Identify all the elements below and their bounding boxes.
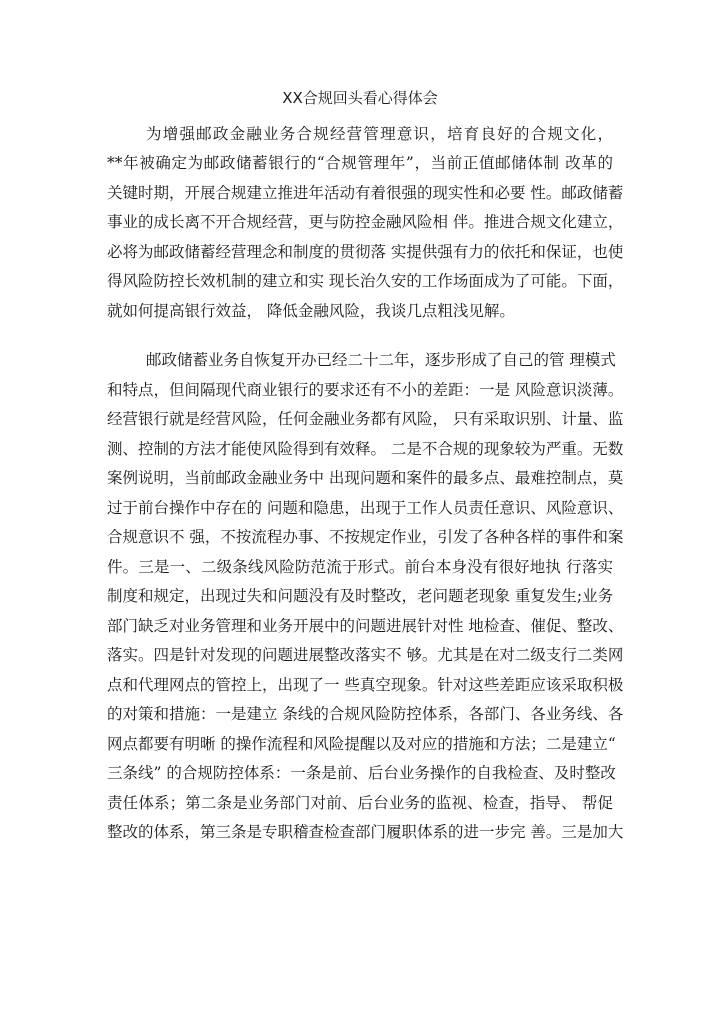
paragraph-line: 责任体系；第二条是业务部门对前、后台业务的监视、检查，指导、 帮促 (107, 794, 613, 812)
paragraph-line: 邮政储蓄业务自恢复开办已经二十二年，逐步形成了自己的管 理模式 (146, 351, 616, 369)
paragraph-line: 整改的体系，第三条是专职稽查检查部门履职体系的进一步完 善。三是加大 (107, 823, 624, 841)
paragraph-line: 关键时期，开展合规建立推进年活动有着很强的现实性和必要 性。邮政储蓄 (107, 184, 624, 202)
paragraph-line: 落实。四是针对发现的问题进展整改落实不 够。尤其是在对二级支行二类网 (107, 646, 624, 664)
paragraph-line: 部门缺乏对业务管理和业务开展中的问题进展针对性 地检查、催促、整改、 (107, 617, 624, 635)
paragraph-line: 过于前台操作中存在的 问题和隐患，出现于工作人员责任意识、风险意识、 (107, 499, 624, 517)
paragraph-line: 件。三是一、二级条线风险防范流于形式。前台本身没有很好地执 行落实 (107, 558, 613, 576)
paragraph-line: 经营银行就是经营风险，任何金融业务都有风险， 只有采取识别、计量、监 (107, 410, 624, 428)
paragraph-line: **年被确定为邮政储蓄银行的“合规管理年”，当前正值邮储体制 改革的 (107, 154, 613, 172)
paragraph-line: 就如何提高银行效益， 降低金融风险，我谈几点粗浅见解。 (107, 302, 515, 320)
paragraph-line: 的对策和措施：一是建立 条线的合规风险防控体系，各部门、各业务线、各 (107, 705, 624, 723)
paragraph-line: 点和代理网点的管控上，出现了一 些真空现象。针对这些差距应该采取积极 (107, 676, 624, 694)
paragraph-line: 得风险防控长效机制的建立和实 现长治久安的工作场面成为了可能。下面， (107, 272, 624, 290)
paragraph-line: 和特点，但间隔现代商业银行的要求还有不小的差距：一是 风险意识淡薄。 (107, 381, 624, 399)
paragraph-line: 合规意识不 强，不按流程办事、不按规定作业，引发了各种各样的事件和案 (107, 528, 624, 546)
paragraph-line: 网点都要有明晰 的操作流程和风险提醒以及对应的措施和方法；二是建立“ (107, 735, 616, 753)
paragraph-line: 三条线” 的合规防控体系：一条是前、后台业务操作的自我检查、及时整改 (107, 764, 616, 782)
paragraph-line: 测、控制的方法才能使风险得到有效释。 二是不合规的现象较为严重。无数 (107, 440, 624, 458)
paragraph-line: 案例说明，当前邮政金融业务中 出现问题和案件的最多点、最难控制点，莫 (107, 469, 624, 487)
document-title: XX合规回头看心得体会 (282, 89, 438, 107)
paragraph-line: 事业的成长离不开合规经营，更与防控金融风险相 伴。推进合规文化建立， (107, 213, 624, 231)
paragraph-line: 制度和规定，出现过失和问题没有及时整改，老问题老现象 重复发生;业务 (107, 587, 614, 605)
paragraph-line: 为增强邮政金融业务合规经营管理意识，培育良好的合规文化， (146, 125, 613, 143)
paragraph-line: 必将为邮政储蓄经营理念和制度的贯彻落 实提供强有力的依托和保证，也使 (107, 243, 624, 261)
